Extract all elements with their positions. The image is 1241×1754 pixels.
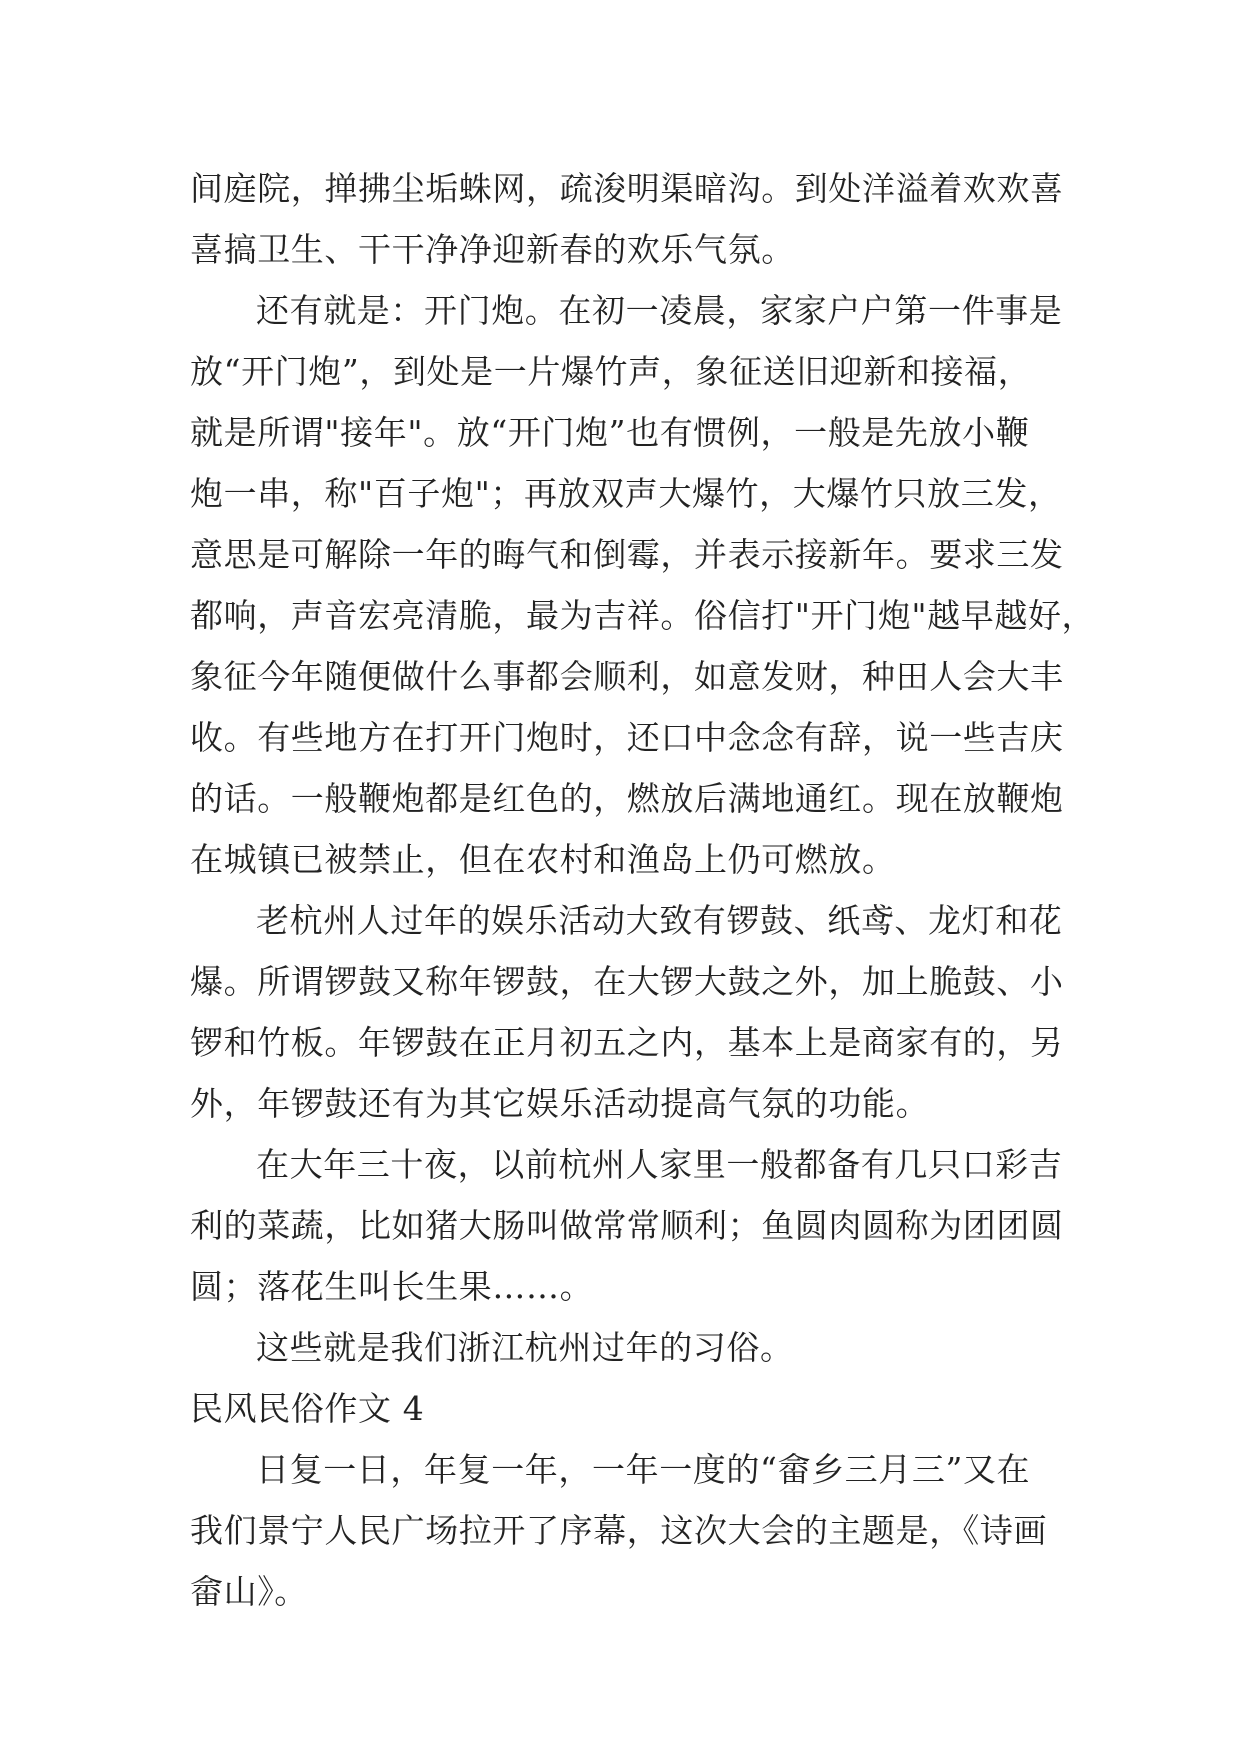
text-line: 收。有些地方在打开门炮时，还口中念念有辞，说一些吉庆 [190,718,1064,757]
paragraph-entertainment [190,890,1064,1134]
text-line: 在城镇已被禁止，但在农村和渔岛上仍可燃放。 [190,840,896,879]
section-heading: 民风民俗作文 4 [190,1389,425,1428]
paragraph-sanyuesan [190,1439,1052,1622]
text-line: 就是所谓"接年"。放“开门炮”也有惯例，一般是先放小鞭 [190,413,1030,452]
text-line: 圆；落花生叫长生果……。 [190,1267,594,1306]
text-line: 爆。所谓锣鼓又称年锣鼓，在大锣大鼓之外，加上脆鼓、小 [190,962,1064,1001]
text-line: 还有就是：开门炮。在初一凌晨，家家户户第一件事是 [256,291,1063,330]
paragraph-firecrackers [190,280,1096,890]
text-line: 炮一串，称"百子炮"；再放双声大爆竹，大爆竹只放三发， [190,474,1062,513]
text-line: 日复一日，年复一年，一年一度的“畲乡三月三”又在 [256,1450,1031,1489]
text-line: 外，年锣鼓还有为其它娱乐活动提高气氛的功能。 [190,1084,930,1123]
text-line: 的话。一般鞭炮都是红色的，燃放后满地通红。现在放鞭炮 [190,779,1064,818]
text-line: 象征今年随便做什么事都会顺利，如意发财，种田人会大丰 [190,657,1064,696]
text-line: 畲山》。 [190,1572,308,1611]
paragraph-cleaning [190,158,1064,280]
text-line: 都响，声音宏亮清脆，最为吉祥。俗信打"开门炮"越早越好， [190,596,1096,635]
document-body [190,158,1096,1622]
text-line: 利的菜蔬，比如猪大肠叫做常常顺利；鱼圆肉圆称为团团圆 [190,1206,1064,1245]
text-line: 在大年三十夜，以前杭州人家里一般都备有几只口彩吉 [256,1145,1063,1184]
text-line: 我们景宁人民广场拉开了序幕，这次大会的主题是，《诗画 [190,1511,1048,1550]
text-line: 老杭州人过年的娱乐活动大致有锣鼓、纸鸢、龙灯和花 [256,901,1063,940]
paragraph-conclusion [190,1317,1052,1378]
paragraph-new-years-eve-dishes [190,1134,1064,1317]
text-line: 这些就是我们浙江杭州过年的习俗。 [256,1328,794,1367]
text-line: 喜搞卫生、干干净净迎新春的欢乐气氛。 [190,230,795,269]
text-line: 间庭院，掸拂尘垢蛛网，疏浚明渠暗沟。到处洋溢着欢欢喜 [190,169,1064,208]
text-line: 放“开门炮”，到处是一片爆竹声，象征送旧迎新和接福， [190,352,1032,391]
text-line: 锣和竹板。年锣鼓在正月初五之内，基本上是商家有的，另 [190,1023,1064,1062]
text-line: 意思是可解除一年的晦气和倒霉，并表示接新年。要求三发 [190,535,1064,574]
